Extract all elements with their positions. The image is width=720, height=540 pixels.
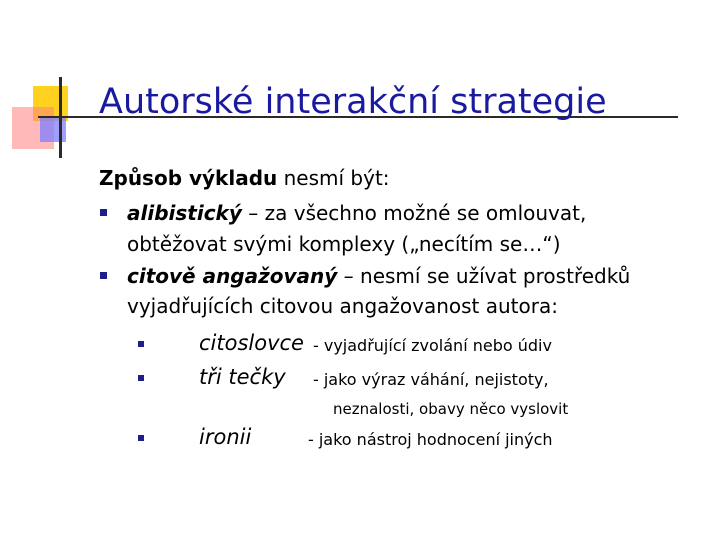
bullet-2-rest: – nesmí se užívat prostředků [337, 264, 631, 288]
sub-bullet-2-desc-line-2: neznalosti, obavy něco vyslovit [333, 400, 569, 418]
sub-bullet-square-icon [138, 375, 144, 381]
slide-title: Autorské interakční strategie [99, 82, 607, 122]
bullet-2-term: citově angažovaný [127, 264, 338, 288]
sub-bullet-3-desc: - jako nástroj hodnocení jiných [308, 430, 553, 449]
sub-bullet-2-desc: - jako výraz váhání, nejistoty, [313, 370, 549, 389]
bullet-1-line-2: obtěžovat svými komplexy („necítím se…“) [127, 232, 561, 256]
bullet-1-rest: – za všechno možné se omlouvat, [241, 201, 587, 225]
bullet-square-icon [100, 272, 107, 279]
intro-bold: Způsob výkladu [99, 166, 278, 190]
decor-blue-square [40, 116, 66, 142]
bullet-1-term: alibistický [127, 201, 242, 225]
sub-bullet-1-desc: - vyjadřující zvolání nebo údiv [313, 336, 552, 355]
intro-line [99, 166, 390, 190]
sub-bullet-square-icon [138, 435, 144, 441]
sub-bullet-1-term: citoslovce [199, 331, 304, 355]
bullet-2-line-1 [127, 264, 630, 288]
bullet-square-icon [100, 209, 107, 216]
sub-bullet-2-term: tři tečky [199, 365, 286, 389]
intro-rest: nesmí být: [277, 166, 390, 190]
sub-bullet-square-icon [138, 341, 144, 347]
bullet-1-line-1 [127, 201, 586, 225]
bullet-2-line-2: vyjadřujících citovou angažovanost autora: [127, 294, 558, 318]
sub-bullet-3-term: ironii [199, 425, 252, 449]
